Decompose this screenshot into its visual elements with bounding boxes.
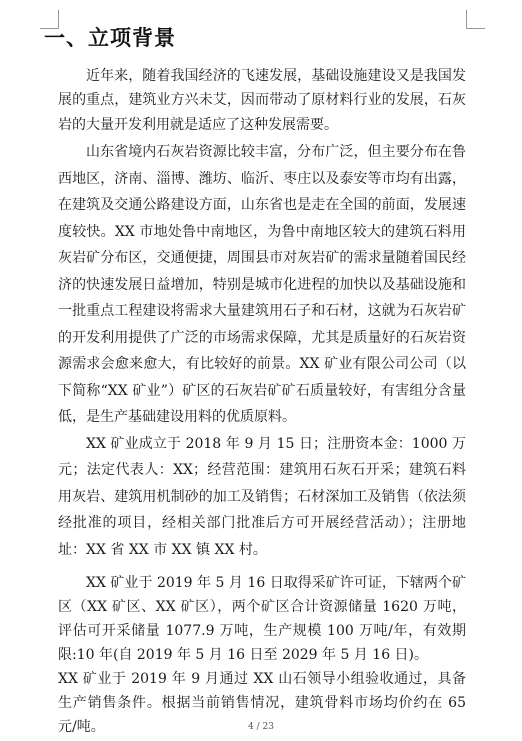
- paragraph-mining-license: XX 矿业于 2019 年 5 月 16 日取得采矿许可证，下辖两个矿区（XX 矿区、XX 矿区），两个矿区合计资源储量 1620 万吨，评估可开采储量 1077.9 万吨，生产规模 100 万吨/年，有效期限:10 年(自 2019 年 5 月 16 日至 2029 年 5 月 16 日)。: [58, 575, 466, 664]
- margin-corner-mark-right: [466, 10, 485, 29]
- section-heading: 一、立项背景: [44, 26, 176, 50]
- paragraph-shandong-resources: 山东省境内石灰岩资源比较丰富，分布广泛，但主要分布在鲁西地区，济南、淄博、潍坊、临沂、枣庄以及泰安等市均有出露，在建筑及交通公路建设方面，山东省也是走在全国的前面，发展速度较快。XX 市地处鲁中南地区，为鲁中南地区较大的建筑石料用灰岩矿分布区，交通便捷，周围县市对灰岩矿的需求量随着国民经济的快速发展日益增加，特别是城市化进程的加快以及基础设施和一批重点工程建设将需求大量建筑用石子和石材，这就为石灰岩矿的开发利用提供了广泛的市场需求保障，尤其是质量好的石灰岩资源需求会愈来愈大，有比较好的前景。XX 矿业有限公司公司（以下简称“XX 矿业”）矿区的石灰岩矿矿石质量较好，有害组分含量低，是生产基础建设用料的优质原料。: [58, 144, 466, 426]
- paragraph-company-profile: XX 矿业成立于 2018 年 9 月 15 日；注册资本金：1000 万元；法定代表人：XX；经营范围：建筑用石灰石开采；建筑石料用灰岩、建筑用机制砂的加工及销售；石材深加工及销售（依法须经批准的项目，经相关部门批准后方可开展经营活动）；注册地址：XX 省 XX 市 XX 镇 XX 村。: [58, 435, 466, 558]
- paragraph-sales-conditions: XX 矿业于 2019 年 9 月通过 XX 山石领导小组验收通过，具备生产销售条件。根据当前销售情况，建筑骨料市场均价约在 65 元/吨。: [58, 671, 466, 736]
- paragraph-intro: 近年来，随着我国经济的飞速发展，基础设施建设又是我国发展的重点，建筑业方兴未艾，因而带动了原材料行业的发展，石灰岩的大量开发利用就是适应了这种发展需要。: [58, 68, 466, 133]
- page-number: 4 / 23: [248, 722, 274, 732]
- document-body: [58, 64, 466, 739]
